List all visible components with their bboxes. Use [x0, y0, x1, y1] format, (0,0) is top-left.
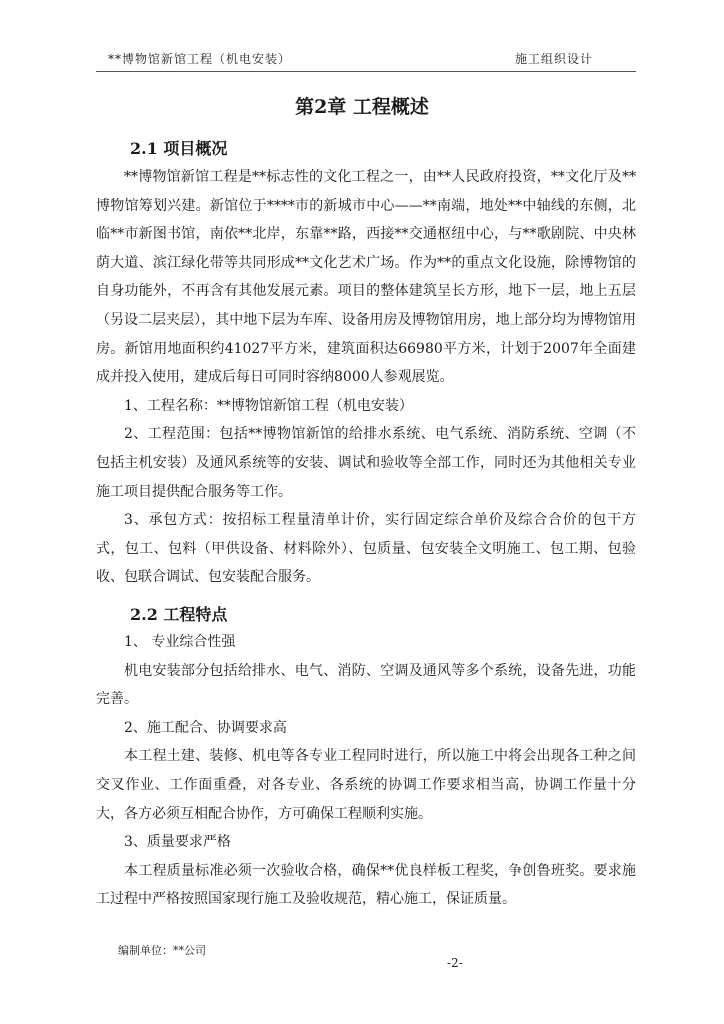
contract-mode-item: 3、承包方式：按招标工程量清单计价，实行固定综合单价及综合合价的包干方式，包工、包料（甲供设备、材料除外）、包质量、包安装全文明施工、包工期、包验收、包联合调试、包安装配合服务。: [96, 512, 636, 586]
section-title-features: 2.2 工程特点: [130, 605, 228, 624]
overview-paragraph: **博物馆新馆工程是**标志性的文化工程之一，由**人民政府投资，**文化厅及**博物馆筹划兴建。新馆位于****市的新城市中心——**南端，地处**中轴线的东侧，北临**市新图书馆，南依**北岸，东靠**路，西接**交通枢纽中心，与**歌剧院、中央林荫大道、滨江绿化带等共同形成**文化艺术广场。作为**的重点文化设施，除博物馆的自身功能外，不再含有其他发展元素。项目的整体建筑呈长方形，地下一层，地上五层（另设二层夹层），其中地下层为车库、设备用房及博物馆用房，地上部分均为博物馆用房。新馆用地面积约41027平方米，建筑面积达66980平方米，计划于2007年全面建成并投入使用，建成后每日可同时容纳8000人参观展览。: [96, 169, 636, 386]
header-divider: [96, 71, 636, 72]
feature-3-title: 3、质量要求严格: [124, 834, 231, 851]
project-name-item: 1、工程名称：**博物馆新馆工程（机电安装）: [124, 397, 413, 414]
page-number: -2-: [447, 956, 463, 970]
header-project-title: **博物馆新馆工程（机电安装）: [108, 52, 292, 66]
project-scope-item: 2、工程范围：包括**博物馆新馆的给排水系统、电气系统、消防系统、空调（不包括主机安装）及通风系统等的安装、调试和验收等全部工作，同时还为其他相关专业施工项目提供配合服务等工作。: [96, 426, 636, 500]
features-body: [96, 628, 636, 914]
feature-2-text: 本工程土建、装修、机电等各专业工程同时进行，所以施工中将会出现各工种之间交叉作业、工作面重叠，对各专业、各系统的协调工作要求相当高，协调工作量十分大，各方必须互相配合协作，方可确保工程顺利实施。: [96, 748, 636, 822]
footer-unit: 编制单位：**公司: [118, 944, 206, 957]
feature-2-title: 2、施工配合、协调要求高: [124, 719, 287, 736]
header-document-type: 施工组织设计: [515, 52, 594, 66]
feature-1-text: 机电安装部分包括给排水、电气、消防、空调及通风等多个系统，设备先进，功能完善。: [96, 662, 636, 708]
feature-3-text: 本工程质量标准必须一次验收合格，确保**优良样板工程奖，争创鲁班奖。要求施工过程中严格按照国家现行施工及验收规范，精心施工，保证质量。: [96, 862, 636, 908]
overview-body: [96, 163, 636, 592]
section-title-overview: 2.1 项目概况: [130, 139, 228, 158]
feature-1-title: 1、 专业综合性强: [124, 634, 236, 650]
chapter-title: 第2章 工程概述: [295, 96, 429, 118]
